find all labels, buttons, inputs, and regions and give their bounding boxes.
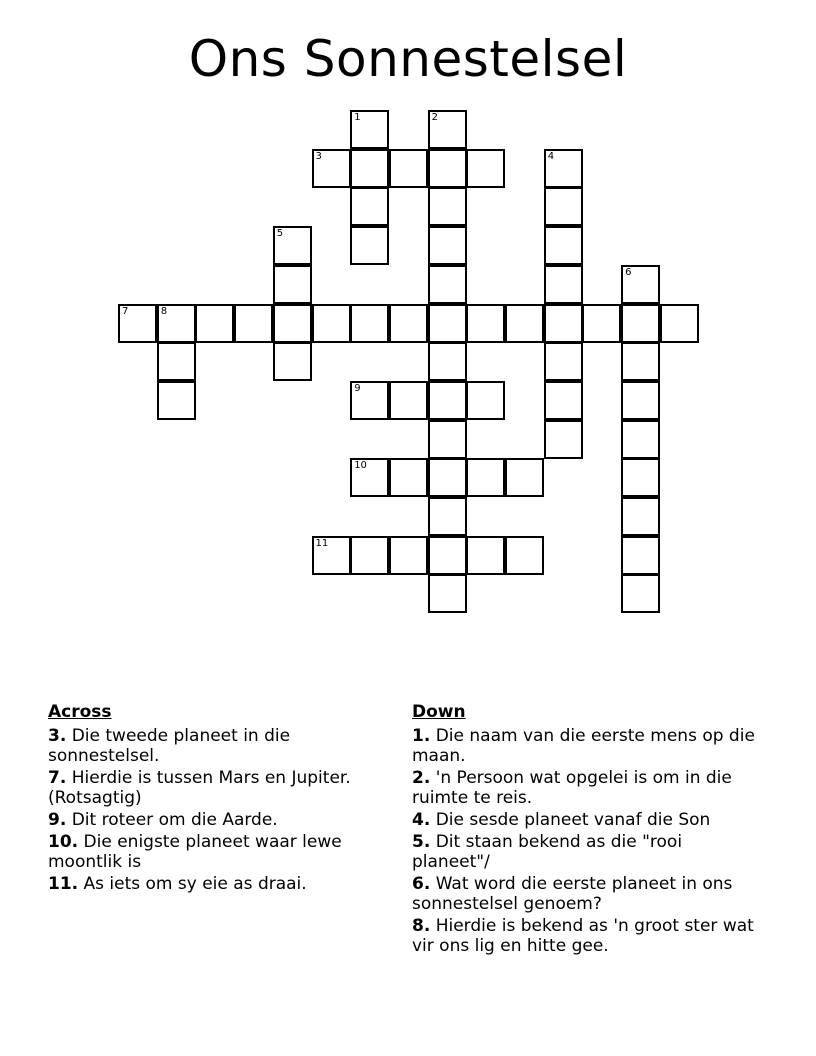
clue-down-5: 5. Dit staan bekend as die "rooi planeet"/: [412, 832, 683, 872]
grid-cell[interactable]: [350, 110, 389, 149]
grid-cell[interactable]: [350, 304, 389, 343]
clue-down-1: 1. Die naam van die eerste mens op die maan.: [412, 726, 755, 766]
grid-cell[interactable]: [157, 342, 196, 381]
grid-cell[interactable]: [428, 304, 467, 343]
grid-cell[interactable]: [428, 420, 467, 459]
clue-across-11: 11. As iets om sy eie as draai.: [48, 874, 307, 894]
grid-cell[interactable]: [621, 265, 660, 304]
grid-cell[interactable]: [273, 304, 312, 343]
clue-number: 3: [315, 150, 322, 162]
grid-cell[interactable]: [312, 536, 351, 575]
grid-cell[interactable]: [466, 458, 505, 497]
grid-cell[interactable]: [428, 110, 467, 149]
clue-number: 9: [354, 382, 361, 394]
grid-cell[interactable]: [389, 536, 428, 575]
grid-cell[interactable]: [273, 342, 312, 381]
grid-cell[interactable]: [544, 381, 583, 420]
grid-cell[interactable]: [544, 420, 583, 459]
down-clues: [412, 702, 762, 958]
grid-cell[interactable]: [621, 420, 660, 459]
clue-across-9: 9. Dit roteer om die Aarde.: [48, 810, 278, 830]
clue-number: 1: [354, 112, 361, 123]
grid-cell[interactable]: [389, 304, 428, 343]
across-clues: [48, 702, 378, 896]
clue-down-8: 8. Hierdie is bekend as 'n groot ster wat vir ons lig en hitte gee.: [412, 916, 754, 956]
clue-down-6: 6. Wat word die eerste planeet in ons sonnestelsel genoem?: [412, 874, 733, 914]
grid-cell[interactable]: [621, 536, 660, 575]
grid-cell[interactable]: [544, 149, 583, 188]
grid-cell[interactable]: [428, 149, 467, 188]
grid-cell[interactable]: [273, 226, 312, 265]
grid-cell[interactable]: [195, 304, 234, 343]
grid-cell[interactable]: [389, 458, 428, 497]
clue-number: 10: [354, 460, 367, 472]
grid-cell[interactable]: [234, 304, 273, 343]
grid-cell[interactable]: [621, 381, 660, 420]
grid-cell[interactable]: [157, 381, 196, 420]
grid-cell[interactable]: [428, 187, 467, 226]
clue-number: 4: [547, 150, 555, 162]
clue-number: 2: [431, 112, 438, 123]
grid-cell[interactable]: [273, 265, 312, 304]
grid-cell[interactable]: [428, 458, 467, 497]
grid-cell[interactable]: [389, 381, 428, 420]
grid-cell[interactable]: [544, 226, 583, 265]
grid-cell[interactable]: [621, 304, 660, 343]
grid-cell[interactable]: [350, 187, 389, 226]
grid-cell[interactable]: [350, 458, 389, 497]
clue-down-4: 4. Die sesde planeet vanaf die Son: [412, 810, 711, 830]
down-heading: Down: [412, 702, 466, 722]
grid-cell[interactable]: [428, 226, 467, 265]
grid-cell[interactable]: [544, 187, 583, 226]
grid-cell[interactable]: [466, 149, 505, 188]
grid-cell[interactable]: [312, 149, 351, 188]
grid-cell[interactable]: [505, 536, 544, 575]
grid-cell[interactable]: [466, 381, 505, 420]
grid-cell[interactable]: [350, 149, 389, 188]
across-heading: Across: [48, 702, 112, 722]
grid-cell[interactable]: [428, 342, 467, 381]
clue-number: 11: [315, 537, 329, 549]
grid-cell[interactable]: [312, 304, 351, 343]
clue-down-2: 2. 'n Persoon wat opgelei is om in die ruimte te reis.: [412, 768, 732, 808]
grid-cell[interactable]: [118, 304, 157, 343]
grid-cell[interactable]: [466, 536, 505, 575]
grid-cell[interactable]: [582, 304, 621, 343]
clue-number: 5: [276, 228, 284, 240]
grid-cell[interactable]: [621, 574, 660, 613]
grid-cell[interactable]: [544, 342, 583, 381]
grid-cell[interactable]: [350, 226, 389, 265]
clue-number: 6: [625, 266, 632, 278]
grid-cell[interactable]: [621, 458, 660, 497]
grid-cell[interactable]: [428, 381, 467, 420]
grid-cell[interactable]: [428, 497, 467, 536]
grid-cell[interactable]: [505, 458, 544, 497]
grid-cell[interactable]: [466, 304, 505, 343]
clue-number: 7: [122, 305, 129, 317]
puzzle-title: Ons Sonnestelsel: [188, 30, 628, 88]
grid-cell[interactable]: [428, 574, 467, 613]
clue-number: 8: [160, 305, 168, 317]
grid-cell[interactable]: [621, 342, 660, 381]
grid-cell[interactable]: [544, 304, 583, 343]
grid-cell[interactable]: [428, 536, 467, 575]
grid-cell[interactable]: [505, 304, 544, 343]
clue-across-7: 7. Hierdie is tussen Mars en Jupiter. (Rotsagtig): [48, 768, 351, 808]
grid-cell[interactable]: [350, 381, 389, 420]
clue-across-10: 10. Die enigste planeet waar lewe moontlik is: [48, 832, 342, 872]
grid-cell[interactable]: [350, 536, 389, 575]
grid-cell[interactable]: [621, 497, 660, 536]
grid-cell[interactable]: [157, 304, 196, 343]
grid-cell[interactable]: [428, 265, 467, 304]
grid-cell[interactable]: [544, 265, 583, 304]
clue-across-3: 3. Die tweede planeet in die sonnestelsel.: [48, 726, 291, 766]
grid-cell[interactable]: [389, 149, 428, 188]
grid-cell[interactable]: [660, 304, 699, 343]
